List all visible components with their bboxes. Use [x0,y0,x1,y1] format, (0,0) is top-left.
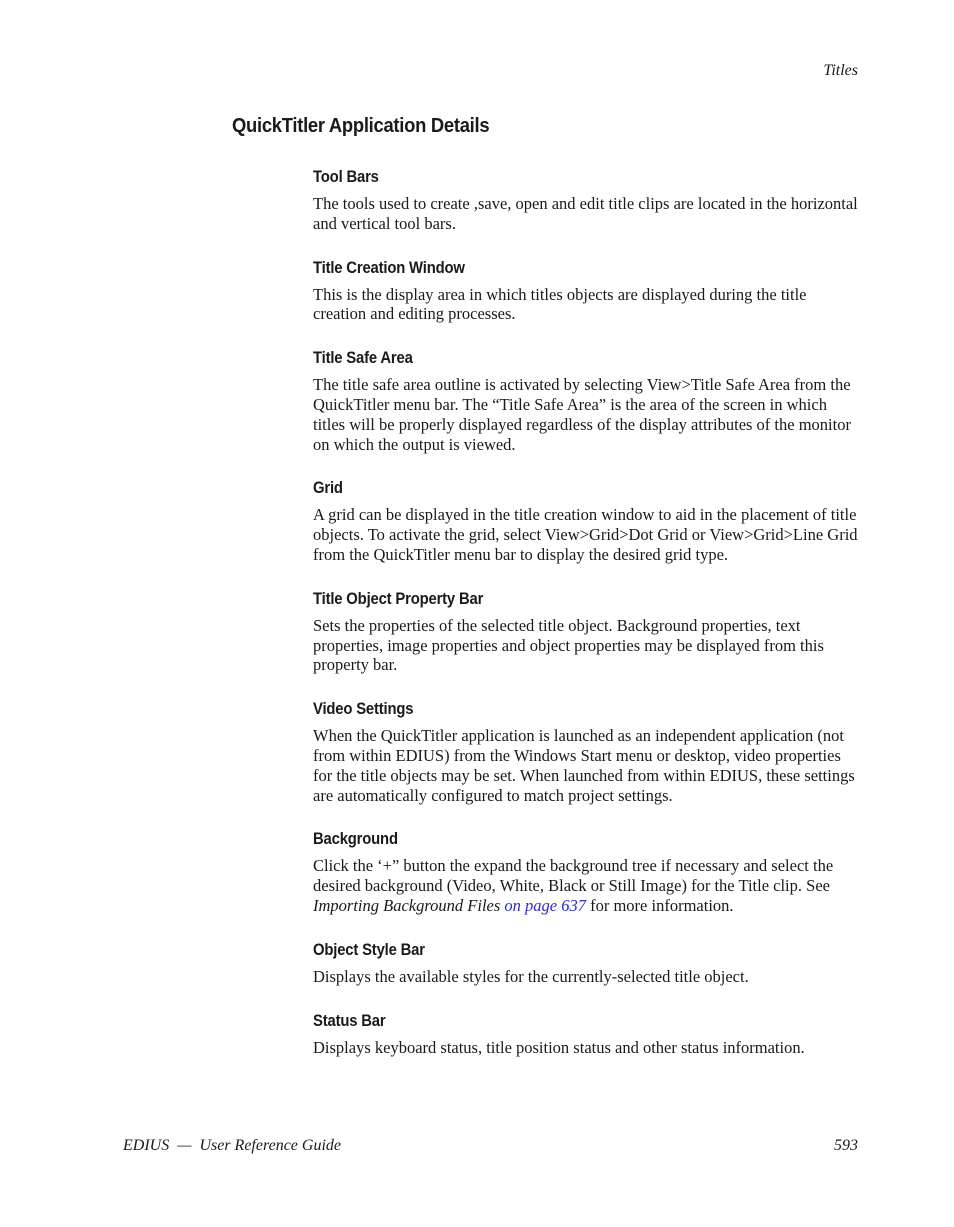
section-title-safe-area [313,347,859,454]
section-heading: Grid [313,479,343,498]
page-link[interactable]: on page 637 [504,895,586,915]
section-body: This is the display area in which titles objects are displayed during the title creation and editing processes. [313,284,807,324]
section-body: Displays the available styles for the currently-selected title object. [313,966,749,986]
section-heading: Tool Bars [313,168,379,186]
section-body: When the QuickTitler application is launched as an independent application (not from within EDIUS) from the Windows Start menu or desktop, video properties for the title objects may be set. When launched from within EDIUS, these settings are automatically configured to match project settings. [313,726,855,805]
page-number: 593 [834,1137,858,1154]
section-heading: Title Safe Area [313,349,413,368]
section-video-settings [313,698,859,805]
section-body: The tools used to create ,save, open and edit title clips are located in the horizontal and vertical tool bars. [313,194,858,233]
body-text: for more information. [585,895,734,915]
section-body [313,856,859,915]
cross-reference-title: Importing Background Files [313,895,501,915]
body-text: Click the ‘+” button the expand the background tree if necessary and select the desired background (Video, White, Black or Still Image) for the Title clip. See [313,856,834,896]
section-title-creation-window [313,257,859,325]
section-heading: Status Bar [313,1011,386,1030]
page-title: QuickTitler Application Details [232,115,490,137]
section-object-style-bar [313,939,859,987]
section-body: A grid can be displayed in the title creation window to aid in the placement of title objects. To activate the grid, select View>Grid>Dot Grid or View>Grid>Line Grid from the QuickTitler menu bar to display the desired grid type. [313,505,858,564]
section-heading: Title Object Property Bar [313,589,484,608]
section-title-object-property-bar [313,588,859,675]
section-heading: Title Creation Window [313,258,465,277]
section-body: The title safe area outline is activated by selecting View>Title Safe Area from the QuickTitler menu bar. The “Title Safe Area” is the area of the screen in which titles will be properly displayed regardless of the display attributes of the monitor on which the output is viewed. [313,375,851,454]
section-body: Displays keyboard status, title position status and other status information. [313,1037,805,1057]
section-tool-bars [313,166,859,234]
section-background [313,828,859,915]
section-heading: Background [313,830,398,849]
running-head: Titles [823,62,858,79]
section-body: Sets the properties of the selected title object. Background properties, text properties, image properties and object properties may be displayed from this property bar. [313,615,824,675]
content-column [313,166,859,1080]
section-heading: Object Style Bar [313,940,425,959]
section-heading: Video Settings [313,700,414,719]
section-grid [313,477,859,564]
section-status-bar [313,1010,859,1058]
footer-guide-title: EDIUS — User Reference Guide [123,1137,342,1154]
